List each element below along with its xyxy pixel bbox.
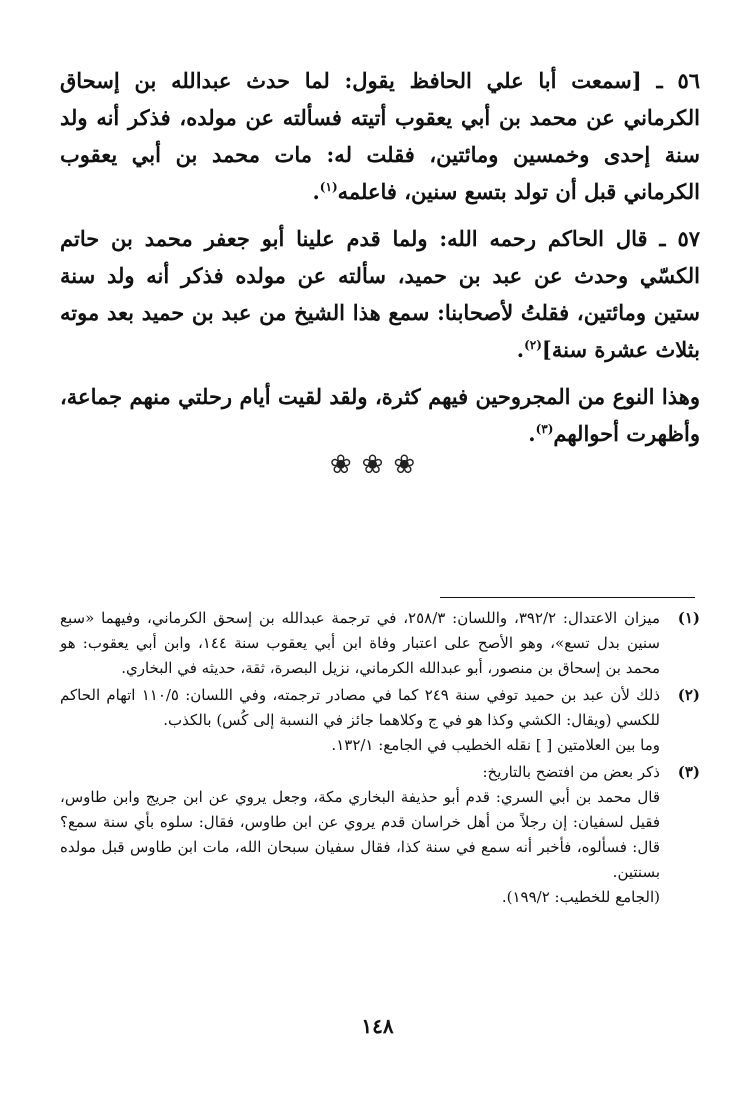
footnote-text: ذلك لأن عبد بن حميد توفي سنة ٢٤٩ كما في مصادر ترجمته، وفي اللسان: ١١٠/٥ اتهام الحاكم للكسي (ويقال: الكشي وكذا هو في ج وكلاهما جائز في النسبة إلى كُس) بالكذب. bbox=[60, 686, 660, 729]
footnote-2 bbox=[60, 683, 700, 758]
footnotes bbox=[60, 606, 700, 912]
footnote-divider bbox=[440, 597, 695, 598]
section-ornament: ❀❀❀ bbox=[329, 450, 426, 480]
footnote-ref: (٢) bbox=[524, 338, 542, 352]
footnote-ref: (٣) bbox=[535, 422, 554, 436]
footnote-number: (١) bbox=[677, 609, 700, 627]
page-number: ١٤٨ bbox=[361, 1014, 394, 1038]
footnote-text: قال محمد بن أبي السري: قدم أبو حذيفة البخاري مكة، وجعل يروي عن ابن جريج وابن طاوس، فقيل لسفيان: إن رجلاً من أهل خراسان قدم يروي عن ابن طاوس، فقال: سلوه بأي سنة سمع؟ قال: فسألوه، فأخبر أنه سمع في سنة كذا، فقال سفيان سبحان الله، مات ابن طاوس قبل مولده بسنتين. bbox=[60, 788, 660, 881]
footnote-3 bbox=[60, 760, 700, 910]
main-text bbox=[60, 62, 700, 462]
paragraph-57: ٥٧ ـ قال الحاكم رحمه الله: ولما قدم علينا أبو جعفر محمد بن حاتم الكسّي وحدث عن عبد بن حميد، سألته عن مولده فذكر أنه ولد سنة ستين ومائتين، فقلتُ لأصحابنا: سمع هذا الشيخ من عبد بن حميد بعد موته بثلاث عشرة سنة]$^{(٢)}$. bbox=[60, 226, 700, 362]
footnote-number: (٣) bbox=[677, 763, 700, 781]
footnote-1 bbox=[60, 606, 700, 681]
paragraph-number: ٥٦ bbox=[677, 68, 700, 93]
paragraph-text: [سمعت أبا علي الحافظ يقول: لما حدث عبدالله بن إسحاق الكرماني عن محمد بن أبي يعقوب أتيته فسألته عن مولده، فذكر أنه ولد سنة إحدى وخمسين ومائتين، فقلت له: مات محمد بن أبي يعقوب الكرماني قبل أن تولد بتسع سنين، فاعلمه bbox=[60, 68, 700, 204]
paragraph-text: قال الحاكم رحمه الله: ولما قدم علينا أبو جعفر محمد بن حاتم الكسّي وحدث عن عبد بن حميد، سألته عن مولده فذكر أنه ولد سنة ستين ومائتين، فقلتُ لأصحابنا: سمع هذا الشيخ من عبد بن حميد بعد موته بثلاث عشرة سنة] bbox=[60, 226, 700, 362]
footnote-text: ميزان الاعتدال: ٣٩٢/٢، واللسان: ٢٥٨/٣، في ترجمة عبدالله بن إسحق الكرماني، وفيهما «سبع سنين بدل تسع»، وهو الأصح على اعتبار وفاة ابن أبي يعقوب سنة ١٤٤، وابن أبي يعقوب: هو محمد بن إسحاق بن منصور، أبو عبدالله الكرماني، نزيل البصرة، ثقة، حديثه في البخاري. bbox=[60, 609, 660, 677]
paragraph-number: ٥٧ bbox=[677, 226, 700, 251]
footnote-text: (الجامع للخطيب: ١٩٩/٢). bbox=[501, 888, 660, 906]
footnote-number: (٢) bbox=[677, 686, 700, 704]
paragraph-56: ٥٦ ـ [سمعت أبا علي الحافظ يقول: لما حدث عبدالله بن إسحاق الكرماني عن محمد بن أبي يعقوب أتيته فسألته عن مولده، فذكر أنه ولد سنة إحدى وخمسين ومائتين، فقلت له: مات محمد بن أبي يعقوب الكرماني قبل أن تولد بتسع سنين، فاعلمه$^{(١)}$. bbox=[60, 68, 700, 204]
paragraph-closing: وهذا النوع من المجروحين فيهم كثرة، ولقد لقيت أيام رحلتي منهم جماعة، وأظهرت أحوالهم$^{(٣)}$. bbox=[60, 384, 701, 446]
paragraph-text: وهذا النوع من المجروحين فيهم كثرة، ولقد لقيت أيام رحلتي منهم جماعة، وأظهرت أحوالهم bbox=[60, 384, 701, 446]
footnote-ref: (١) bbox=[319, 180, 338, 194]
footnote-text: ذكر بعض من افتضح بالتاريخ: bbox=[482, 763, 660, 781]
footnote-text: وما بين العلامتين [ ] نقله الخطيب في الجامع: ١٣٢/١. bbox=[331, 736, 660, 754]
